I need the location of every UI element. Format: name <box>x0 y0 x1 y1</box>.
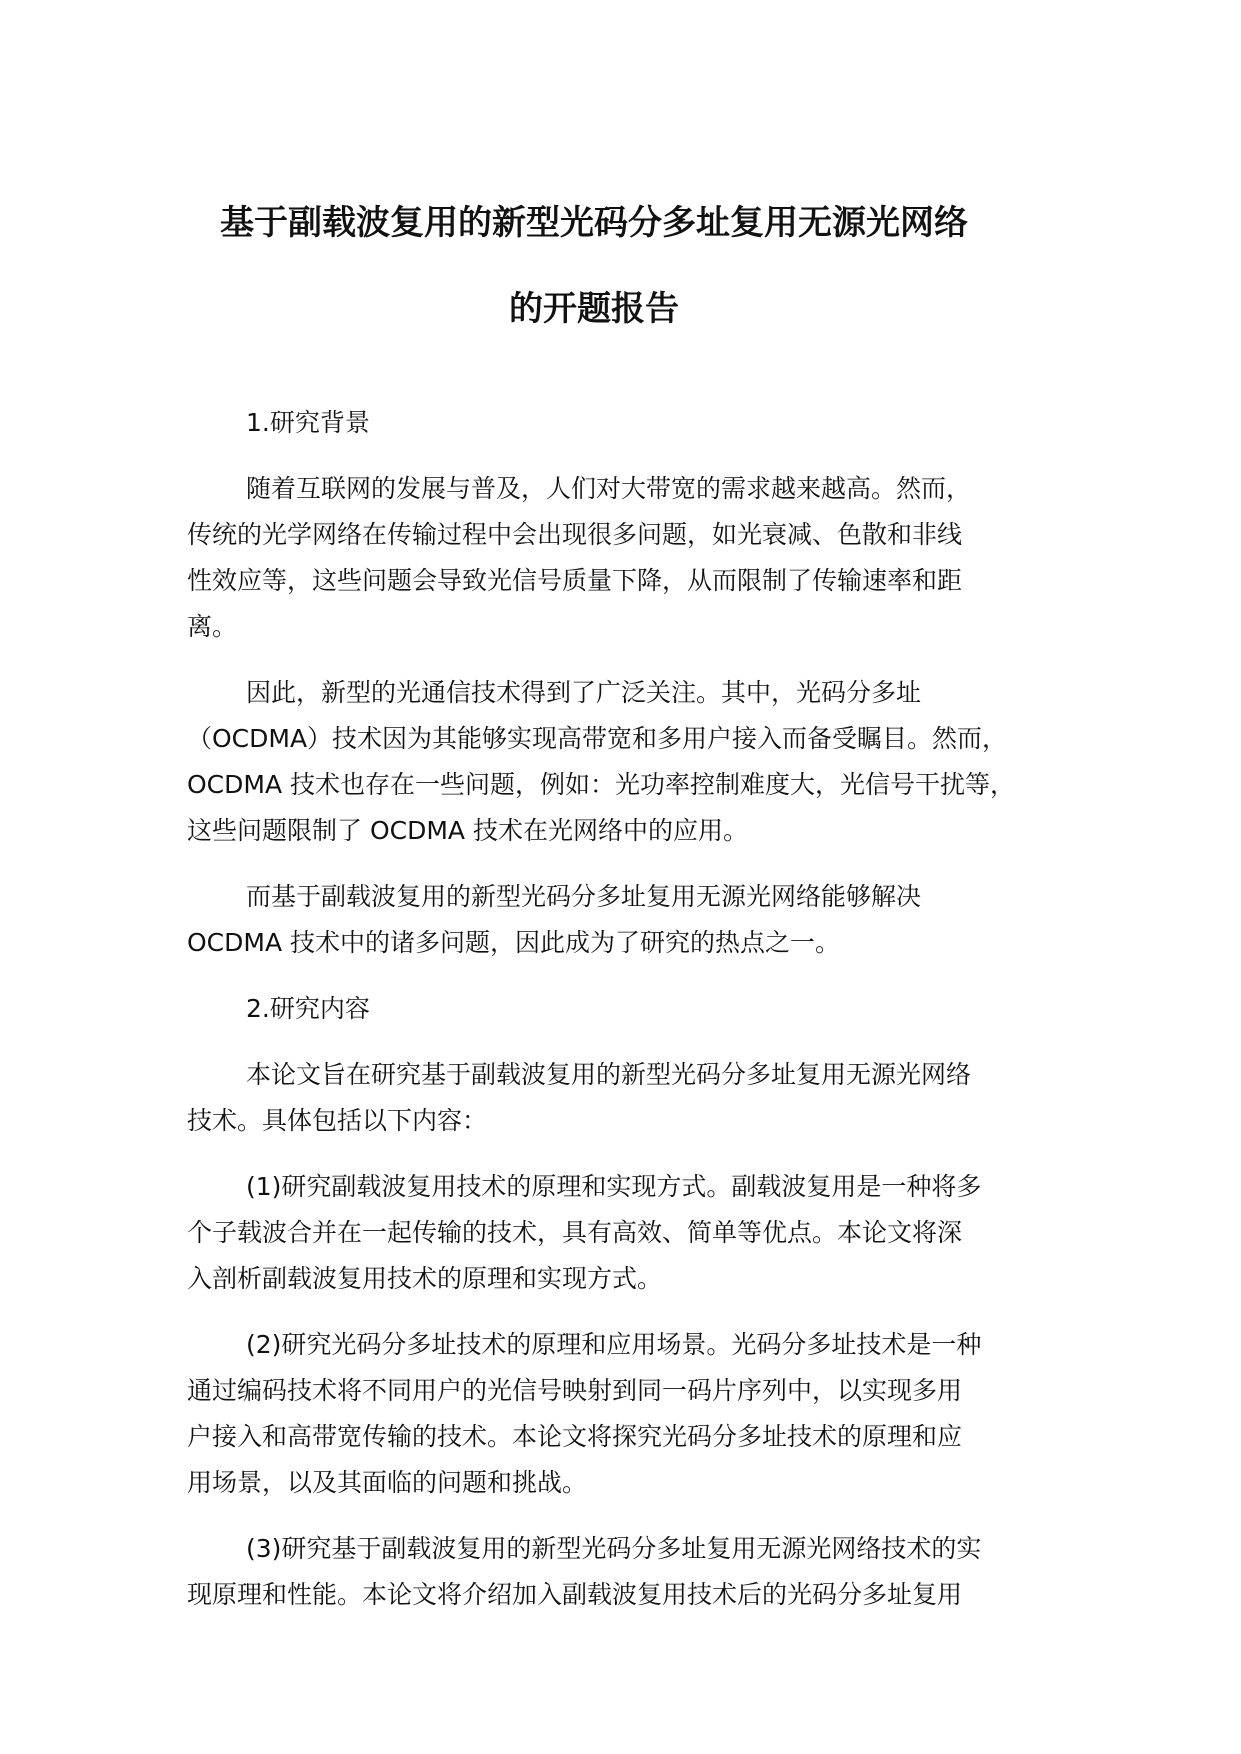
paragraph-line: 而基于副载波复用的新型光码分多址复用无源光网络能够解决 <box>246 882 922 911</box>
paragraph-line: 现原理和性能。本论文将介绍加入副载波复用技术后的光码分多址复用 <box>187 1580 963 1609</box>
paragraph-line: 本论文旨在研究基于副载波复用的新型光码分多址复用无源光网络 <box>246 1060 972 1089</box>
paragraph-line: OCDMA 技术中的诸多问题，因此成为了研究的热点之一。 <box>187 928 841 957</box>
paragraph-line: 随着互联网的发展与普及，人们对大带宽的需求越来越高。然而， <box>246 474 972 503</box>
paragraph-line: 传统的光学网络在传输过程中会出现很多问题，如光衰减、色散和非线 <box>187 520 963 549</box>
title-line: 基于副载波复用的新型光码分多址复用无源光网络 <box>220 203 968 243</box>
paragraph <box>187 466 1001 650</box>
paragraph <box>187 1164 1001 1302</box>
paragraph <box>187 1526 1001 1618</box>
paragraph-line: (3)研究基于副载波复用的新型光码分多址复用无源光网络技术的实 <box>246 1534 982 1563</box>
paragraph-line: 技术。具体包括以下内容： <box>187 1106 488 1135</box>
document-title <box>187 180 1001 352</box>
paragraph-line: 通过编码技术将不同用户的光信号映射到同一码片序列中，以实现多用 <box>187 1376 963 1405</box>
paragraph-line: 因此，新型的光通信技术得到了广泛关注。其中，光码分多址 <box>246 678 922 707</box>
paragraph <box>187 670 1016 854</box>
paragraph-line: 离。 <box>187 612 238 641</box>
title-line: 的开题报告 <box>509 289 679 329</box>
document-body <box>187 400 1016 1618</box>
paragraph-line: 入剖析副载波复用技术的原理和实现方式。 <box>187 1264 663 1293</box>
paragraph-line: 这些问题限制了 OCDMA 技术在光网络中的应用。 <box>187 816 748 845</box>
paragraph-line: （OCDMA）技术因为其能够实现高带宽和多用户接入而备受瞩目。然而， <box>187 724 1008 753</box>
paragraph-line: 性效应等，这些问题会导致光信号质量下降，从而限制了传输速率和距 <box>187 566 963 595</box>
paragraph-line: OCDMA 技术也存在一些问题，例如：光功率控制难度大，光信号干扰等， <box>187 770 1016 799</box>
paragraph <box>187 1052 1001 1144</box>
paragraph <box>187 874 1001 966</box>
section-heading-content: 2.研究内容 <box>246 994 370 1023</box>
paragraph-line: 个子载波合并在一起传输的技术，具有高效、简单等优点。本论文将深 <box>187 1218 963 1247</box>
paragraph-line: (1)研究副载波复用技术的原理和实现方式。副载波复用是一种将多 <box>246 1172 982 1201</box>
paragraph-line: 户接入和高带宽传输的技术。本论文将探究光码分多址技术的原理和应 <box>187 1422 963 1451</box>
paragraph-line: (2)研究光码分多址技术的原理和应用场景。光码分多址技术是一种 <box>246 1330 982 1359</box>
section-heading-background: 1.研究背景 <box>246 408 370 437</box>
paragraph <box>187 1322 1001 1506</box>
paragraph-line: 用场景，以及其面临的问题和挑战。 <box>187 1468 588 1497</box>
